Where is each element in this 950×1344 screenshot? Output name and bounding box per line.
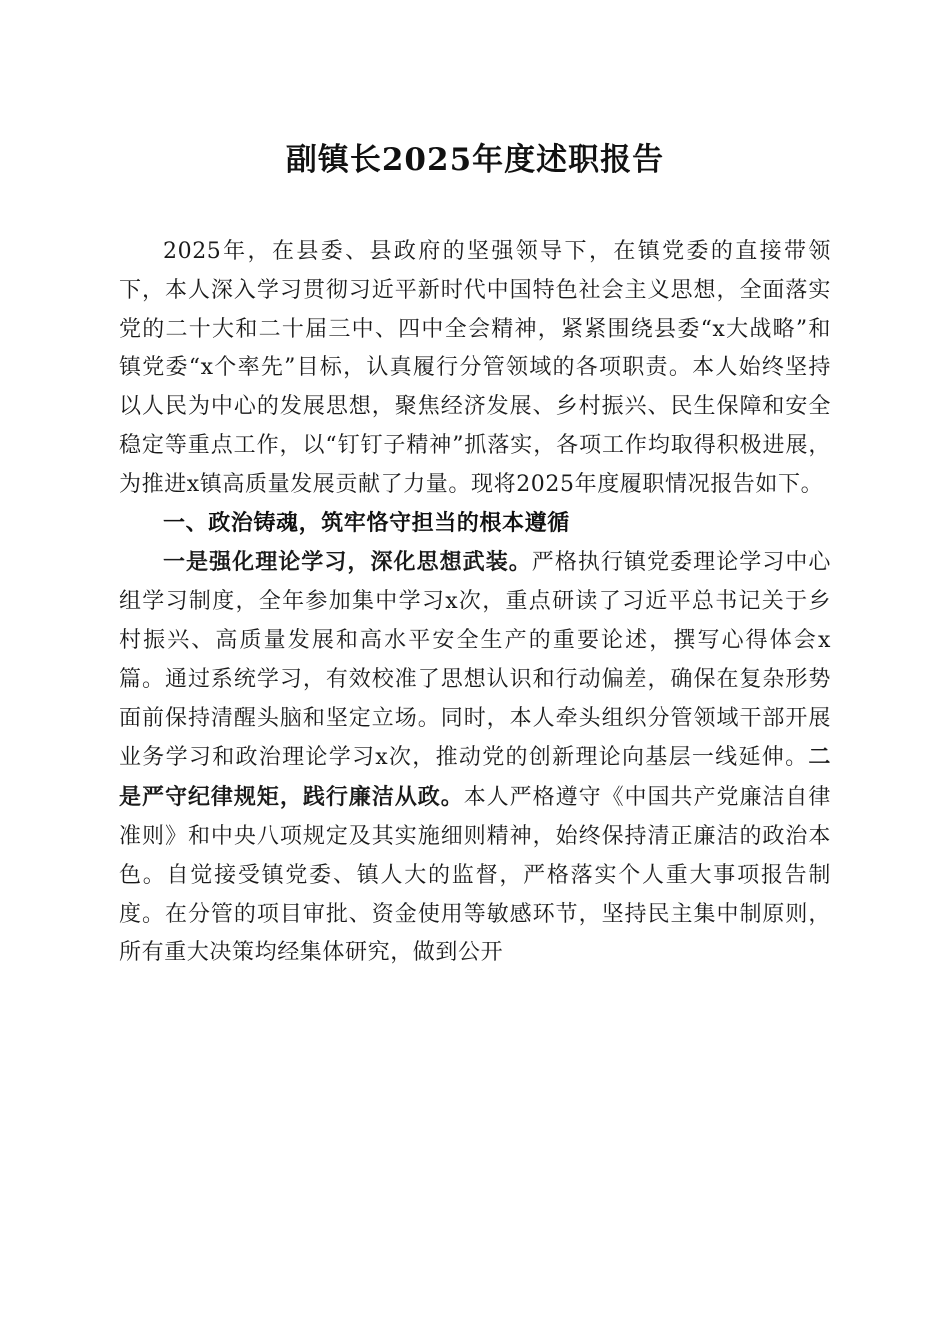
intro-paragraph: 2025年，在县委、县政府的坚强领导下，在镇党委的直接带领下，本人深入学习贯彻习近平新时代中国特色社会主义思想，全面落实党的二十大和二十届三中、四中全会精神，紧紧围绕县委“x大战略”和镇党委“x个率先”目标，认真履行分管领域的各项职责。本人始终坚持以人民为中心的发展思想，聚焦经济发展、乡村振兴、民生保障和安全稳定等重点工作，以“钉钉子精神”抓落实，各项工作均取得积极进展，为推进x镇高质量发展贡献了力量。现将2025年度履职情况报告如下。	[119, 239, 831, 497]
point-2-text: 本人严格遵守《中国共产党廉洁自律准则》和中央八项规定及其实施细则精神，始终保持清正廉洁的政治本色。自觉接受镇党委、镇人大的监督，严格落实个人重大事项报告制度。在分管的项目审批、资金使用等敏感环节，坚持民主集中制原则，所有重大决策均经集体研究，做到公开	[119, 785, 831, 966]
point-1-text: 严格执行镇党委理论学习中心组学习制度，全年参加集中学习x次，重点研读了习近平总书记关于乡村振兴、高质量发展和高水平安全生产的重要论述，撰写心得体会x篇。通过系统学习，有效校准了思想认识和行动偏差，确保在复杂形势面前保持清醒头脑和坚定立场。同时，本人牵头组织分管领域干部开展业务学习和政治理论学习x次，推动党的创新理论向基层一线延伸。	[119, 550, 831, 771]
document-body	[119, 233, 831, 973]
point-1-lead: 一是强化理论学习，深化思想武装。	[163, 549, 532, 576]
point-2-lead: 二是严守纪律规矩，践行廉洁从政。	[119, 744, 831, 811]
document-title: 副镇长2025年度述职报告	[285, 142, 665, 178]
section-1-paragraph	[119, 543, 831, 973]
section-1-heading: 一、政治铸魂，筑牢恪守担当的根本遵循	[163, 510, 570, 536]
